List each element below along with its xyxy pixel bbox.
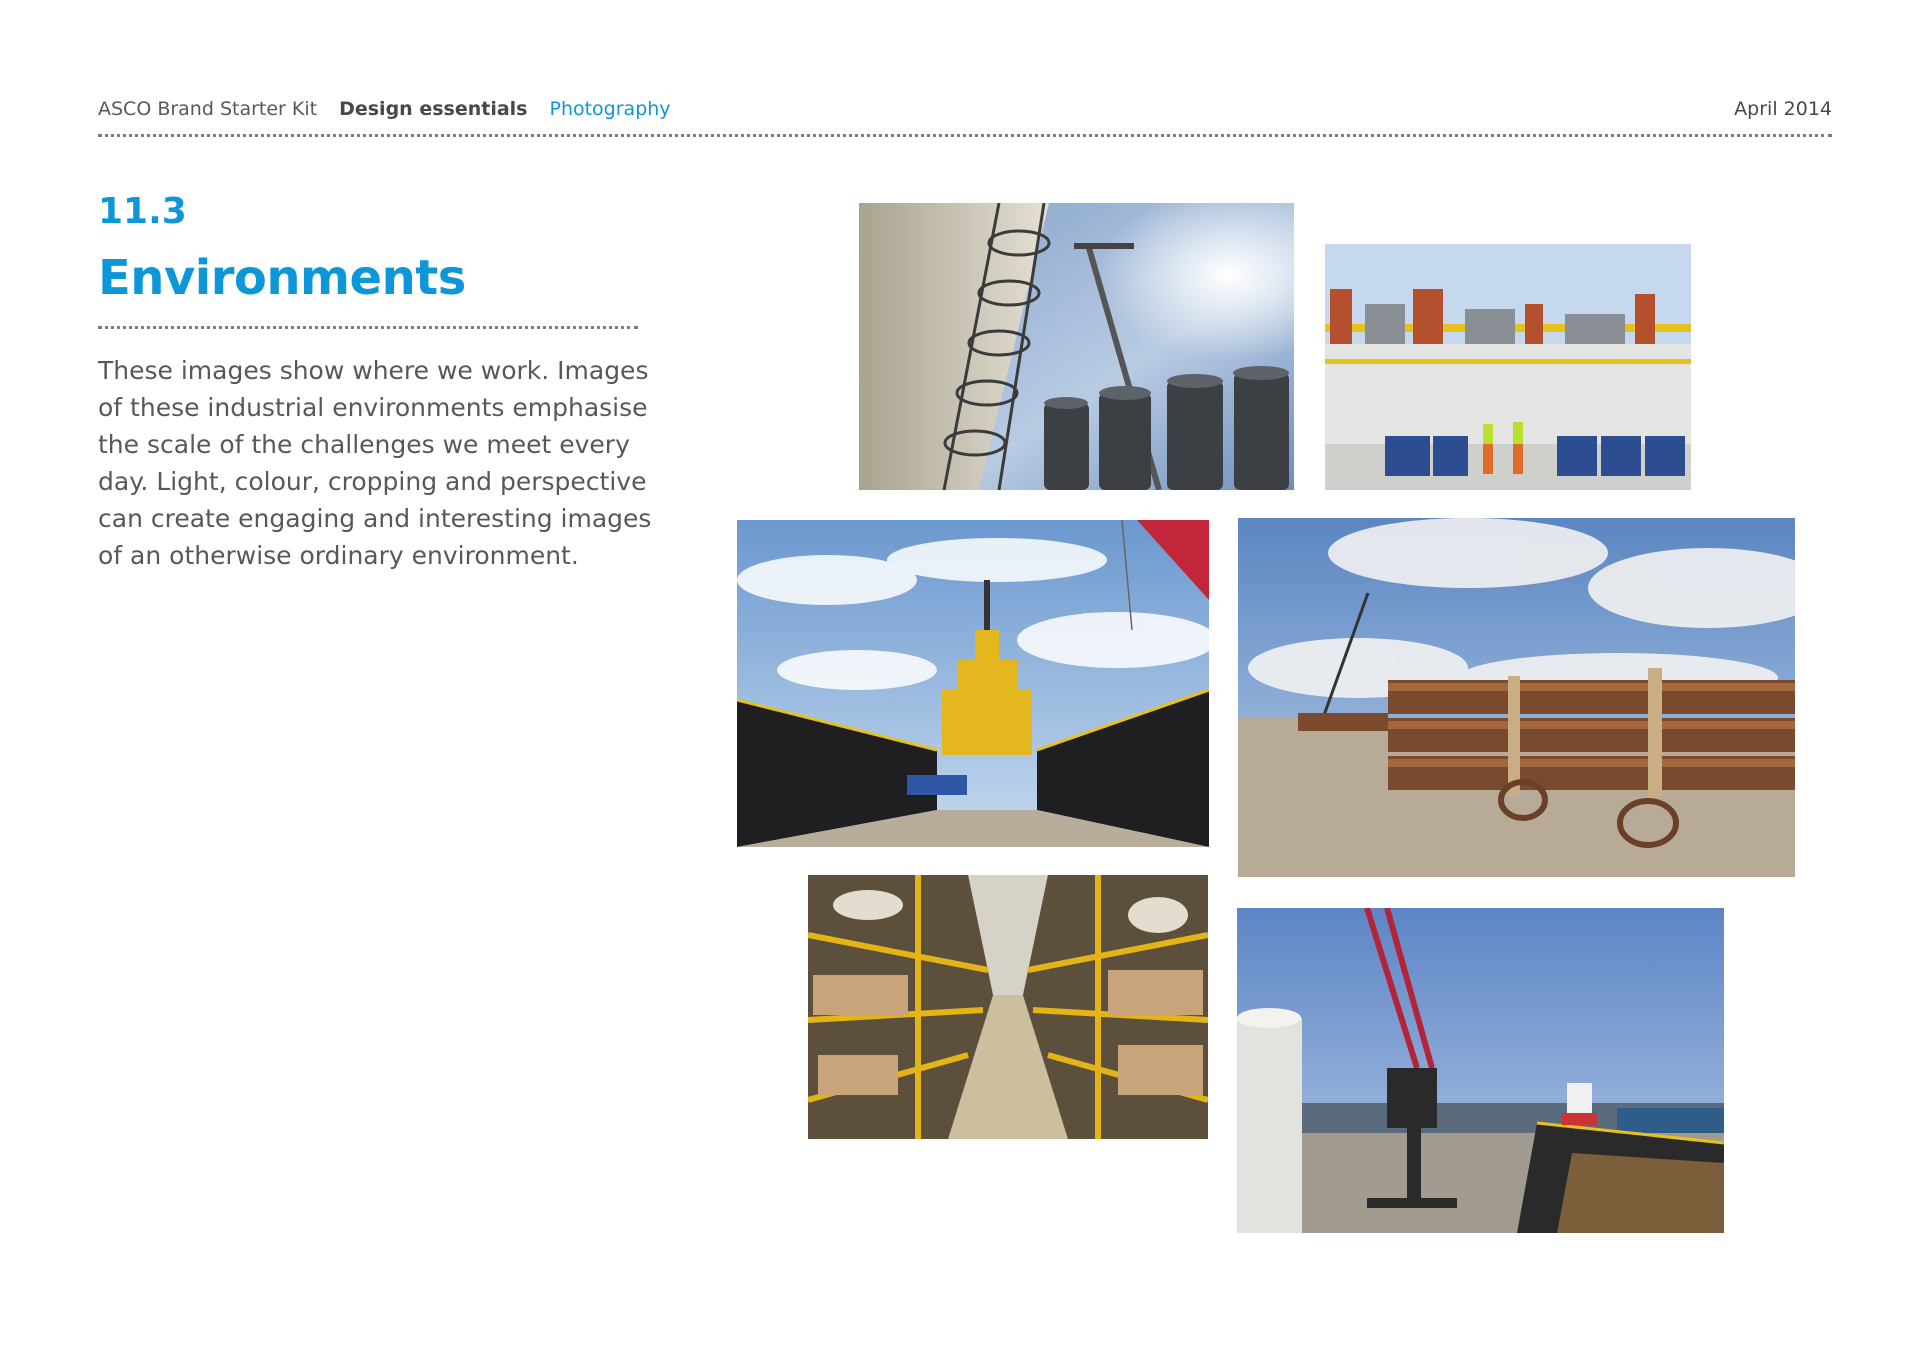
photo-warehouse-aisle xyxy=(808,875,1208,1139)
section-number: 11.3 xyxy=(98,191,187,232)
header-date: April 2014 xyxy=(1734,98,1832,120)
header-section: Design essentials xyxy=(339,98,528,120)
header-subsection: Photography xyxy=(549,98,671,120)
photo-quayside-crane xyxy=(1237,908,1724,1233)
photo-process-plant xyxy=(1325,244,1691,490)
title-divider xyxy=(98,326,638,329)
page-header xyxy=(98,94,1832,124)
header-divider xyxy=(98,134,1832,137)
photo-pipe-yard xyxy=(1238,518,1795,877)
photo-vessel-deck xyxy=(737,520,1209,847)
header-kit-title: ASCO Brand Starter Kit xyxy=(98,98,318,120)
section-title: Environments xyxy=(98,250,466,306)
section-body: These images show where we work. Images of these industrial environments emphasise the scale of the challenges we meet every day. Light, colour, cropping and perspective can create engaging and interesting images of an otherwise ordinary environment. xyxy=(98,356,652,570)
photo-storage-silos xyxy=(859,203,1294,490)
